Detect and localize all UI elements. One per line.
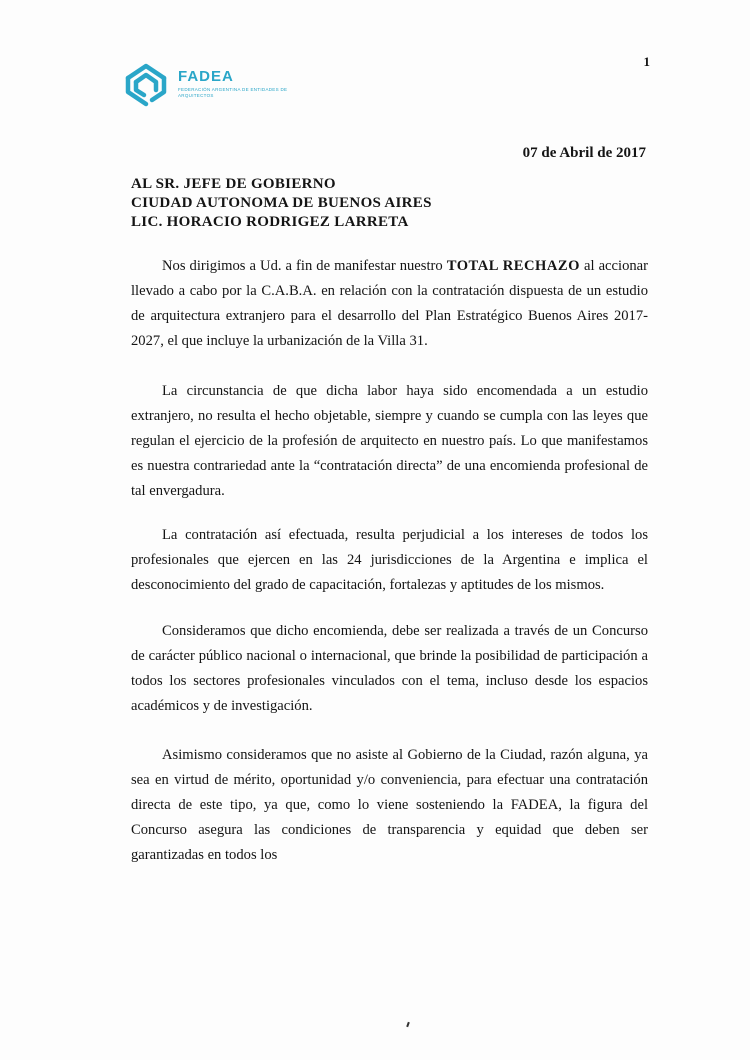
logo-name: FADEA <box>178 68 234 85</box>
logo-subtitle: FEDERACIÓN ARGENTINA DE ENTIDADES DE ARQUITECTOS <box>178 87 288 98</box>
paragraph-1-end: al accionar llevado a cabo por la C.A.B.A. en relación con la contratación dispuesta de un estudio de arquitectura extranjero para el desarrollo del Plan Estratégico Buenos Aires 2017-2027, el que incluye la urbanización de la Villa 31. <box>131 258 648 349</box>
paragraph-1-emphasis: TOTAL RECHAZO <box>446 258 580 274</box>
recipient-block <box>131 175 432 232</box>
letter-date: 07 de Abril de 2017 <box>522 145 646 161</box>
fadea-emblem-icon <box>122 60 172 110</box>
fadea-logo <box>122 60 288 110</box>
paragraph-5: Asimismo consideramos que no asiste al Gobierno de la Ciudad, razón alguna, ya sea en virtud de mérito, oportunidad y/o conveniencia, para efectuar una contratación directa de este tipo, ya que, como lo viene sosteniendo la FADEA, la figura del Concurso asegura las condiciones de transparencia y equidad que deben ser garantizadas en todos los <box>131 747 648 863</box>
paragraph-4: Consideramos que dicho encomienda, debe ser realizada a través de un Concurso de carácter público nacional o internacional, que brinde la posibilidad de participación a todos los sectores profesionales vinculados con el tema, incluso desde los espacios académicos y de investigación. <box>131 623 648 714</box>
paragraph-1-start: Nos dirigimos a Ud. a fin de manifestar nuestro <box>162 258 447 274</box>
paragraph-1 <box>131 254 648 354</box>
recipient-line-3: LIC. HORACIO RODRIGEZ LARRETA <box>131 214 409 230</box>
recipient-line-2: CIUDAD AUTONOMA DE BUENOS AIRES <box>131 195 432 211</box>
page-number: 1 <box>643 54 650 69</box>
recipient-line-1: AL SR. JEFE DE GOBIERNO <box>131 176 336 192</box>
paragraph-2: La circunstancia de que dicha labor haya sido encomendada a un estudio extranjero, no resulta el hecho objetable, siempre y cuando se cumpla con las leyes que regulan el ejercicio de la profesión de arquitecto en nuestro país. Lo que manifestamos es nuestra contrariedad ante la “contratación directa” de una encomienda profesional de tal envergadura. <box>131 383 648 499</box>
scan-speck <box>406 1022 410 1027</box>
paragraph-3: La contratación así efectuada, resulta perjudicial a los intereses de todos los profesionales que ejercen en las 24 jurisdicciones de la Argentina e implica el desconocimiento del grado de capacitación, fortalezas y aptitudes de los mismos. <box>131 527 648 593</box>
